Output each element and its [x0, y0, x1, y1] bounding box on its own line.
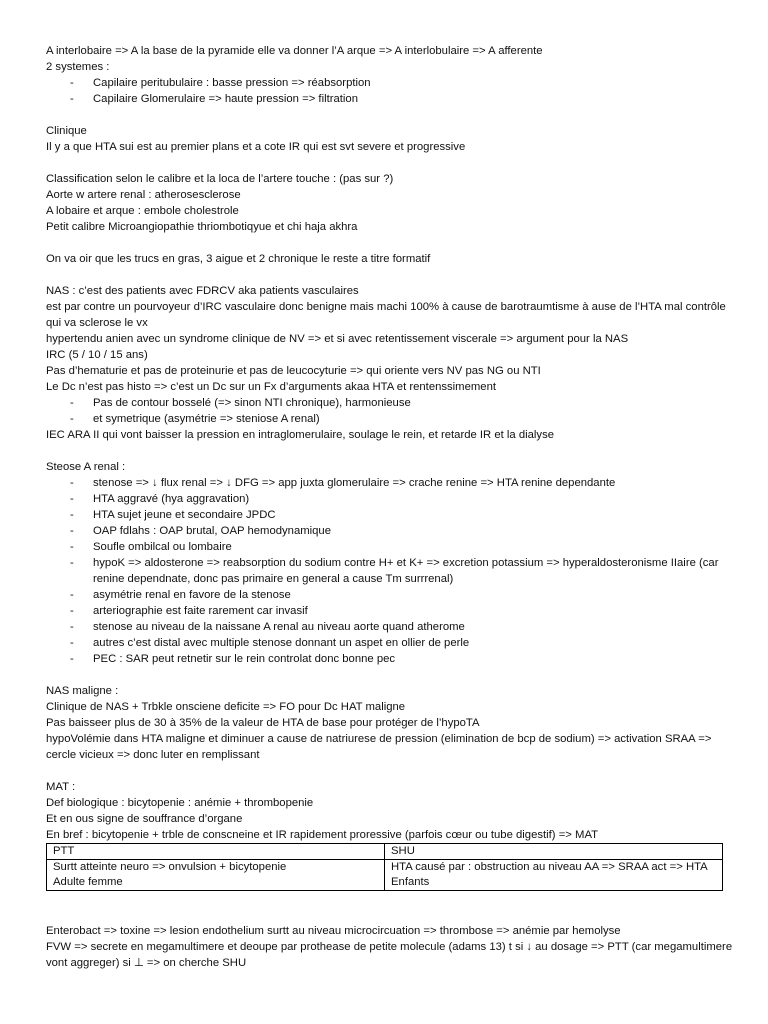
table-header-cell: PTT	[47, 844, 385, 860]
text-line: Def biologique : bicytopenie : anémie + thrombopenie	[46, 797, 314, 809]
table-cell: HTA causé par : obstruction au niveau AA => SRAA act => HTA Enfants	[385, 860, 723, 891]
list-item: - Capilaire peritubulaire : basse pression => réabsorption	[70, 77, 371, 89]
text-line: 2 systemes :	[46, 61, 110, 73]
section-heading: NAS : c’est des patients avec FDRCV aka patients vasculaires	[46, 285, 359, 297]
text-line: A interlobaire => A la base de la pyramide elle va donner l’A arque => A interlobulaire => A afferente	[46, 45, 543, 57]
table-header-row	[47, 844, 723, 860]
table-header-cell: SHU	[385, 844, 723, 860]
list-item: - hypoK => aldosterone => reabsorption du sodium contre H+ et K+ => excretion potassium => hyperaldosteronisme IIaire (car renine dependnate, donc pas primaire en general a cause Tm surrrenal)	[70, 557, 719, 585]
text-line: Pas d’hematurie et pas de proteinurie et pas de leucocyturie => qui oriente vers NV pas NG ou NTI	[46, 365, 541, 377]
text-line: Et en ous signe de souffrance d’organe	[46, 813, 243, 825]
text-line: hypoVolémie dans HTA maligne et diminuer a cause de natriurese de pression (elimination de bcp de sodium) => activation SRAA => cercle vicieux => donc luter en remplissant	[46, 733, 712, 761]
text-line: FVW => secrete en megamultimere et deoupe par prothease de petite molecule (adams 13) t si ↓ au dosage => PTT (car megamultimere vont aggreger) si ⊥ => on cherche SHU	[46, 941, 733, 969]
text-line: IRC (5 / 10 / 15 ans)	[46, 349, 148, 361]
text-line: Petit calibre Microangiopathie thriombotiqyue et chi haja akhra	[46, 221, 358, 233]
table-cell: Surtt atteinte neuro => onvulsion + bicytopenie Adulte femme	[47, 860, 385, 891]
text-line: Le Dc n’est pas histo => c’est un Dc sur un Fx d’arguments akaa HTA et rentenssimement	[46, 381, 496, 393]
list-item: - et symetrique (asymétrie => steniose A renal)	[70, 413, 320, 425]
list-item: - Capilaire Glomerulaire => haute pression => filtration	[70, 93, 358, 105]
text-line: Enterobact => toxine => lesion endothelium surtt au niveau microcircuation => thrombose => anémie par hemolyse	[46, 925, 621, 937]
list-item: - Pas de contour bosselé (=> sinon NTI chronique), harmonieuse	[70, 397, 411, 409]
section-heading: Clinique	[46, 125, 87, 137]
text-line: Aorte w artere renal : atherosesclerose	[46, 189, 241, 201]
bullet-list	[46, 75, 736, 107]
comparison-table	[46, 843, 723, 891]
section-heading: Steose A renal :	[46, 461, 126, 473]
list-item: - HTA aggravé (hya aggravation)	[70, 493, 250, 505]
list-item: - HTA sujet jeune et secondaire JPDC	[70, 509, 276, 521]
text-line: Classification selon le calibre et la loca de l’artere touche : (pas sur ?)	[46, 173, 394, 185]
text-line: En bref : bicytopenie + trble de conscneine et IR rapidement proressive (parfois cœur ou tube digestif) => MAT	[46, 829, 599, 841]
list-item: - PEC : SAR peut retnetir sur le rein controlat donc bonne pec	[70, 653, 396, 665]
list-item: - stenose => ↓ flux renal => ↓ DFG => app juxta glomerulaire => crache renine => HTA renine dependante	[70, 477, 616, 489]
list-item: - stenose au niveau de la naissane A renal au niveau aorte quand atherome	[70, 621, 465, 633]
document-body	[46, 43, 736, 971]
list-item: - OAP fdlahs : OAP brutal, OAP hemodynamique	[70, 525, 331, 537]
text-line: Clinique de NAS + Trbkle onsciene deficite => FO pour Dc HAT maligne	[46, 701, 406, 713]
section-heading: NAS maligne :	[46, 685, 119, 697]
text-line: Il y a que HTA sui est au premier plans et a cote IR qui est svt severe et progressive	[46, 141, 466, 153]
text-line: IEC ARA II qui vont baisser la pression en intraglomerulaire, soulage le rein, et retarde IR et la dialyse	[46, 429, 554, 441]
section-heading: MAT :	[46, 781, 76, 793]
text-line: A lobaire et arque : embole cholestrole	[46, 205, 239, 217]
list-item: - autres c’est distal avec multiple stenose donnant un aspet en ollier de perle	[70, 637, 470, 649]
bullet-list	[46, 395, 736, 427]
list-item: - Soufle ombilcal ou lombaire	[70, 541, 232, 553]
text-line: Pas baisseer plus de 30 à 35% de la valeur de HTA de base pour protéger de l’hypoTA	[46, 717, 480, 729]
text-line: On va oir que les trucs en gras, 3 aigue et 2 chronique le reste a titre formatif	[46, 253, 431, 265]
text-line: est par contre un pourvoyeur d’IRC vasculaire donc benigne mais machi 100% à cause de barotraumtisme à ause de l’HTA mal contrôle qui va sclerose le vx	[46, 301, 726, 329]
text-line: hypertendu anien avec un syndrome clinique de NV => et si avec retentissement viscerale => argument pour la NAS	[46, 333, 629, 345]
table-row	[47, 860, 723, 891]
list-item: - asymétrie renal en favore de la stenose	[70, 589, 291, 601]
list-item: - arteriographie est faite rarement car invasif	[70, 605, 308, 617]
bullet-list	[46, 475, 736, 667]
